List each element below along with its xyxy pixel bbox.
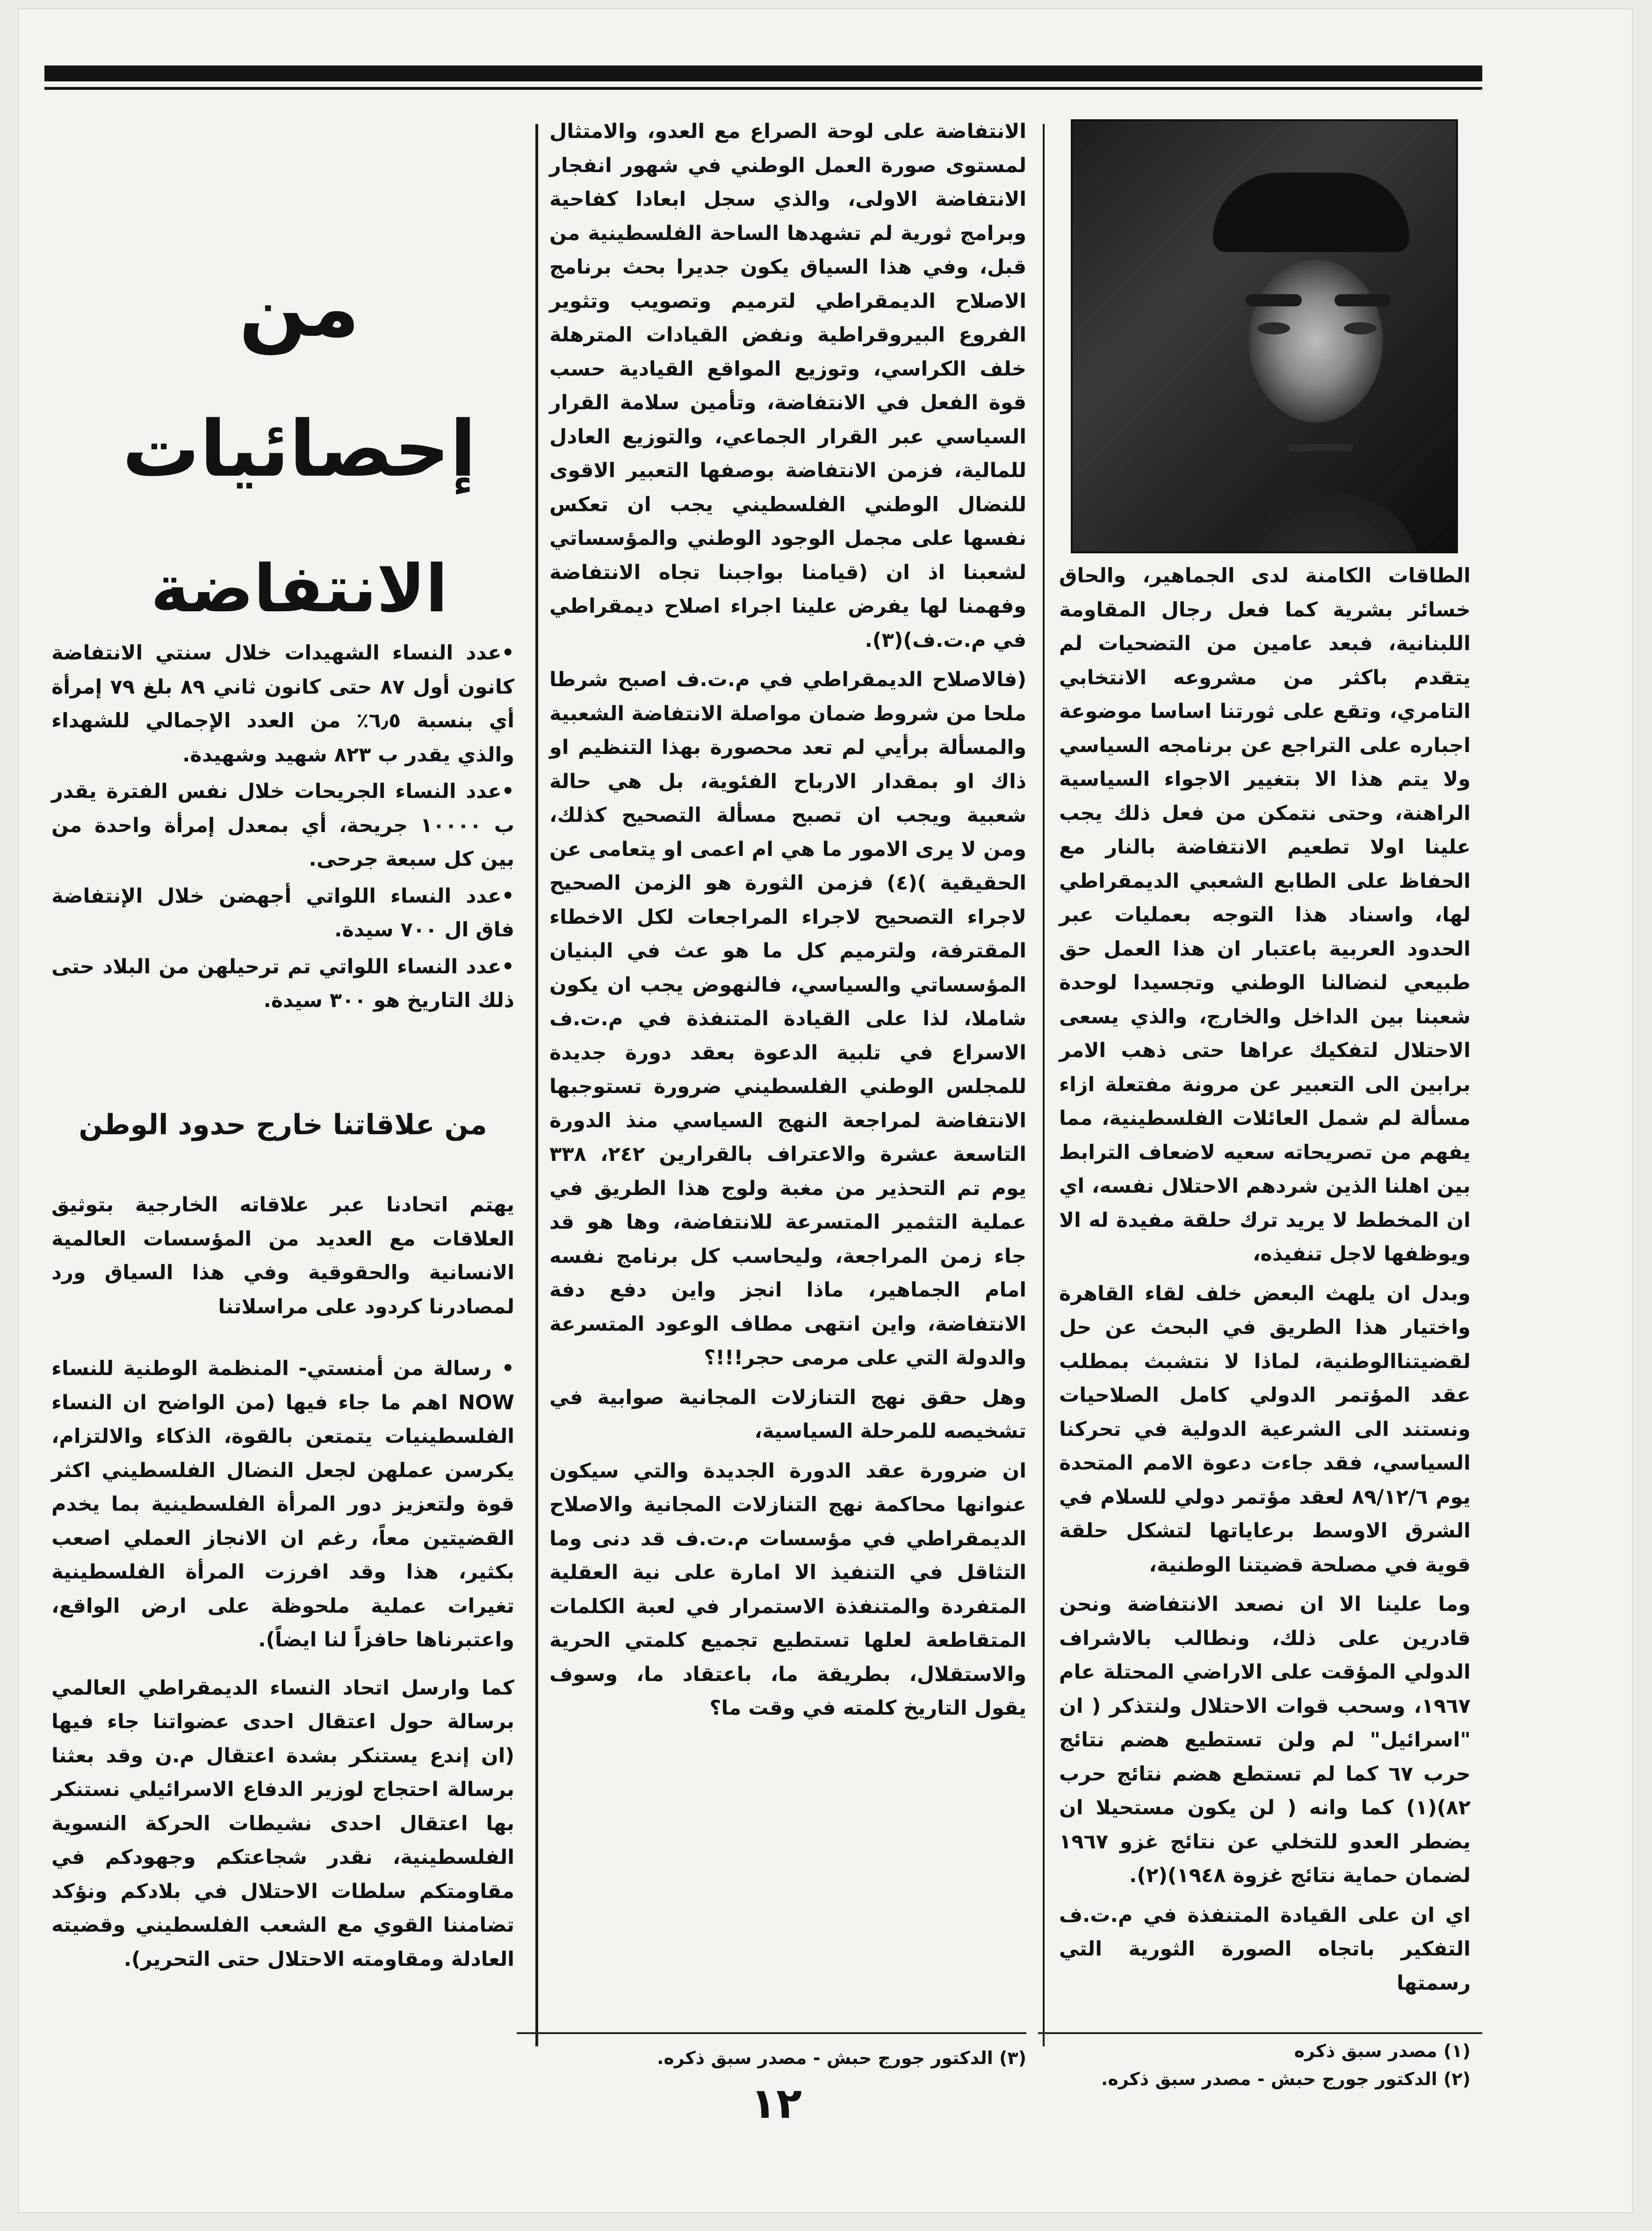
footnote-item: (١) مصدر سبق ذكره xyxy=(1294,2041,1471,2061)
sidebar-stats-list xyxy=(51,636,514,1021)
middle-column-text xyxy=(549,115,1026,1731)
sidebar-headline-line-2: إحصائيات xyxy=(122,404,476,494)
sidebar-headline-line-3: الانتفاضة xyxy=(151,551,448,627)
stat-item: • عدد النساء الشهيدات خلال سنتي الانتفاضة كانون أول ٨٧ حتى كانون ثاني ٨٩ بلغ ٧٩ إمرأة أي بنسبة ٦٫٥٪ من العدد الإجمالي للشهداء والذي يقدر ب ٨٢٣ شهيد وشهيدة. xyxy=(51,636,514,772)
right-paragraph: وما علينا الا ان نصعد الانتفاضة ونحن قادرين على ذلك، ونطالب بالاشراف الدولي المؤقت على الاراضي المحتلة عام ١٩٦٧، وسحب قوات الاحتلال ولنتذكر ( ان "اسرائيل" لم ولن تستطيع هضم نتائج حرب ٦٧ كما لم تستطع هضم نتائج حرب ٨٢)(١) كما وانه ( لن يكون مستحيلا ان يضطر العدو للتخلي عن نتائج غزو ١٩٦٧ لضمان حماية نتائج غزوة ١٩٤٨)(٢). xyxy=(1059,1593,1471,1887)
photo-mouth xyxy=(1288,444,1353,451)
photo-brow-right xyxy=(1335,294,1391,306)
stat-item: • عدد النساء اللواتي أجهضن خلال الإنتفاضة فاق ال ٧٠٠ سيدة. xyxy=(51,879,514,947)
photo-brow-left xyxy=(1246,294,1302,306)
middle-paragraph: الانتفاضة على لوحة الصراع مع العدو، والامتثال لمستوى صورة العمل الوطني في شهور انفجار الانتفاضة الاولى، والذي سجل ابعادا كفاحية وبرامج ثورية لم تشهدها الساحة الفلسطينية من قبل، وفي هذا السياق يكون جديرا بحث برنامج الاصلاح الديمقراطي لترميم وتصويب وتثوير الفروع البيروقراطية ونفض القيادات المترهلة خلف الكراسي، وتوزيع المواقع القيادية حسب قوة الفعل في الانتفاضة، وتأمين سلامة القرار السياسي عبر القرار الجماعي، والتوزيع العادل للمالية، فزمن الانتفاضة بوصفها التعبير الاقوى للنضال الوطني الفلسطيني يجب ان تعكس نفسها على مجمل الوجود الوطني والمؤسساتي لشعبنا اذ ان (قيامنا بواجبنا تجاه الانتفاضة وفهمنا لها يفرض علينا اجراء اصلاح ديمقراطي في م.ت.ف)(٣). xyxy=(549,120,1026,652)
right-paragraph: وبدل ان يلهث البعض خلف لقاء القاهرة واختيار هذا الطريق في البحث عن حل لقضيتناالوطنية، لماذا لا نتشبث بمطلب عقد المؤتمر الدولي كامل الصلاحيات ونستند الى الشرعية الدولية في تحركنا السياسي، فقد جاءت دعوة الامم المتحدة يوم ٨٩/١٢/٦ لعقد مؤتمر دولي للسلام في الشرق الاوسط برعاياتها لتشكل حلقة قوية في مصلحة قضيتنا الوطنية، xyxy=(1059,1282,1471,1577)
sidebar-headline-line-1: من xyxy=(238,262,360,355)
photo-hair-shape xyxy=(1213,173,1409,252)
column-divider-left xyxy=(535,124,538,2046)
photo-eye-left xyxy=(1257,322,1290,334)
photo-eye-right xyxy=(1344,322,1377,334)
top-rule-thick xyxy=(44,65,1482,81)
footnote-middle xyxy=(549,2044,1026,2072)
stat-item: • عدد النساء الجريحات خلال نفس الفترة يقدر ب ١٠٠٠٠ جريحة، أي بمعدل إمرأة واحدة من بين كل سبعة جرحى. xyxy=(51,775,514,876)
middle-paragraph: (فالاصلاح الديمقراطي في م.ت.ف اصبح شرطا ملحا من شروط ضمان مواصلة الانتفاضة الشعبية والمسألة برأيي لم تعد محصورة بهذا التنظيم او ذاك او بمقدار الارباح الفئوية، بل هي حالة شعبية ويجب ان تصبح مسألة التصحيح كذلك، ومن لا يرى الامور ما هي ام اعمى او يتعامى عن الحقيقية )(٤) فزمن الثورة هو الزمن الصحيح لاجراء التصحيح لاجراء المراجعات لكل الاخطاء المقترفة، ولترميم كل ما هو عث في البنيان المؤسساتي والسياسي، فالنهوض يجب ان يكون شاملا، لذا على القيادة المتنفذة في م.ت.ف الاسراع في تلبية الدعوة بعقد دورة جديدة للمجلس الوطني الفلسطيني ضرورة تستوجبها الانتفاضة لمراجعة النهج السياسي منذ الدورة التاسعة عشرة والاعتراف بالقرارين ٢٤٢، ٣٣٨ يوم تم التحذير من مغبة ولوج هذا الطريق في عملية التثمير المتسرعة للانتفاضة، وها هو قد جاء زمن المراجعة، وليحاسب كل برنامج نفسه امام الجماهير، ماذا انجز واين دفع دفة الانتفاضة، واين انتهى مطاف الوعود المتسرعة والدولة التي على مرمى حجر!!!؟ xyxy=(549,668,1026,1369)
stat-item: • عدد النساء اللواتي تم ترحيلهن من البلاد حتى ذلك التاريخ هو ٣٠٠ سيدة. xyxy=(51,950,514,1018)
right-paragraph: اي ان على القيادة المتنفذة في م.ت.ف التفكير باتجاه الصورة الثورية التي رسمتها xyxy=(1059,1903,1471,1995)
sidebar-relations-text xyxy=(51,1188,514,1982)
footnote-right xyxy=(1059,2037,1471,2093)
column-divider-right xyxy=(1043,124,1045,2046)
footnote-item: (٢) الدكتور جورج حبش - مصدر سبق ذكره. xyxy=(1101,2069,1471,2089)
middle-paragraph: ان ضرورة عقد الدورة الجديدة والتي سيكون عنوانها محاكمة نهج التنازلات المجانية والاصلاح الديمقراطي في مؤسسات م.ت.ف قد دنى وما التثاقل في التنفيذ الا امارة على نية العقلية المتفردة والمتنفذة الاستمرار في لعبة الكلمات المتقاطعة لعلها تستطيع تجميع كلمتي الحرية والاستقلال، بطريقة ما، باعتقاد ما، وسوف يقول التاريخ كلمته في وقت ما؟ xyxy=(549,1459,1026,1720)
footnote-item: (٣) الدكتور جورج حبش - مصدر سبق ذكره. xyxy=(656,2048,1026,2068)
relations-title: من علاقاتنا خارج حدود الوطن xyxy=(79,1108,487,1141)
page-number: ١٢ xyxy=(750,2079,802,2128)
footnote-rule-middle xyxy=(517,2032,1026,2034)
relations-paragraph: كما وارسل اتحاد النساء الديمقراطي العالمي برسالة حول اعتقال احدى عضواتنا جاء فيها (ان إندع يستنكر بشدة اعتقال م.ن وقد بعثنا برسالة احتجاج لوزير الدفاع الاسرائيلي نستنكر بها اعتقال احدى نشيطات الحركة النسوية الفلسطينية، نقدر شجاعتكم وجهودكم في مقاومتكم سلطات الاحتلال في بلادكم ونؤكد تضامننا القوي مع الشعب الفلسطيني وقضيته العادلة ومقاومته الاحتلال حتى التحرير). xyxy=(51,1676,514,1971)
right-column-text xyxy=(1059,559,1471,2006)
relations-paragraph: يهتم اتحادنا عبر علاقاته الخارجية بتوثيق العلاقات مع العديد من المؤسسات العالمية الانسانية والحقوقية وفي هذا السياق ورد لمصادرنا كردود على مراسلاتنا xyxy=(51,1193,514,1318)
middle-paragraph: وهل حقق نهج التنازلات المجانية صوابية في تشخيصه للمرحلة السياسية، xyxy=(549,1385,1026,1443)
footnote-rule-right xyxy=(1038,2032,1482,2034)
portrait-photo xyxy=(1071,119,1458,553)
right-paragraph: الطاقات الكامنة لدى الجماهير، والحاق خسائر بشرية كما فعل رجال المقاومة اللبنانية، فبعد عامين من التضحيات لم يتقدم باكثر من مشروعه الانتخابي التامري، وتقع على ثورتنا اساسا موضوعة اجباره على التراجع عن برنامجه السياسي ولا يتم هذا الا بتغيير الاجواء السياسية الراهنة، وحتى نتمكن من فعل ذلك يجب علينا اولا تطعيم الانتفاضة بالنار مع الحفاظ على الطابع الشعبي الديمقراطي لها، واسناد هذا التوجه بعمليات عبر الحدود العربية باعتبار ان هذا العمل حق طبيعي لنضالنا الوطني وتجسيدا لوحدة شعبنا بين الداخل والخارج، والذي يسعى الاحتلال لتفكيك عراها حتى ذهب الامر برابين الى التعبير عن مرونة مفتعلة ازاء مسألة لم شمل العائلات الفلسطينية، مما يفهم من تصريحاته سعيه لاضعاف الترابط بين اهلنا الذين شردهم الاحتلال نفسه، اي ان المخطط لا يريد ترك حلقة مفيدة له الا ويوظفها لاجل تنفيذه، xyxy=(1059,564,1471,1266)
top-rule-thin xyxy=(44,87,1482,90)
relations-paragraph: • رسالة من أمنستي- المنظمة الوطنية للنساء NOW اهم ما جاء فيها (من الواضح ان النساء الفلسطينيات يتمتعن بالقوة، الذكاء والالتزام، يكرسن عملهن لجعل النضال الفلسطيني اكثر قوة ولتعزيز دور المرأة الفلسطينية بما يخدم القضيتين معاً، رغم ان الانجاز العملي اصعب بكثير، هذا وقد افرزت المرأة الفلسطينية تغيرات عملية ملحوظة على ارض الواقع، واعتبرناها حافزاً لنا ايضاً). xyxy=(51,1357,514,1652)
